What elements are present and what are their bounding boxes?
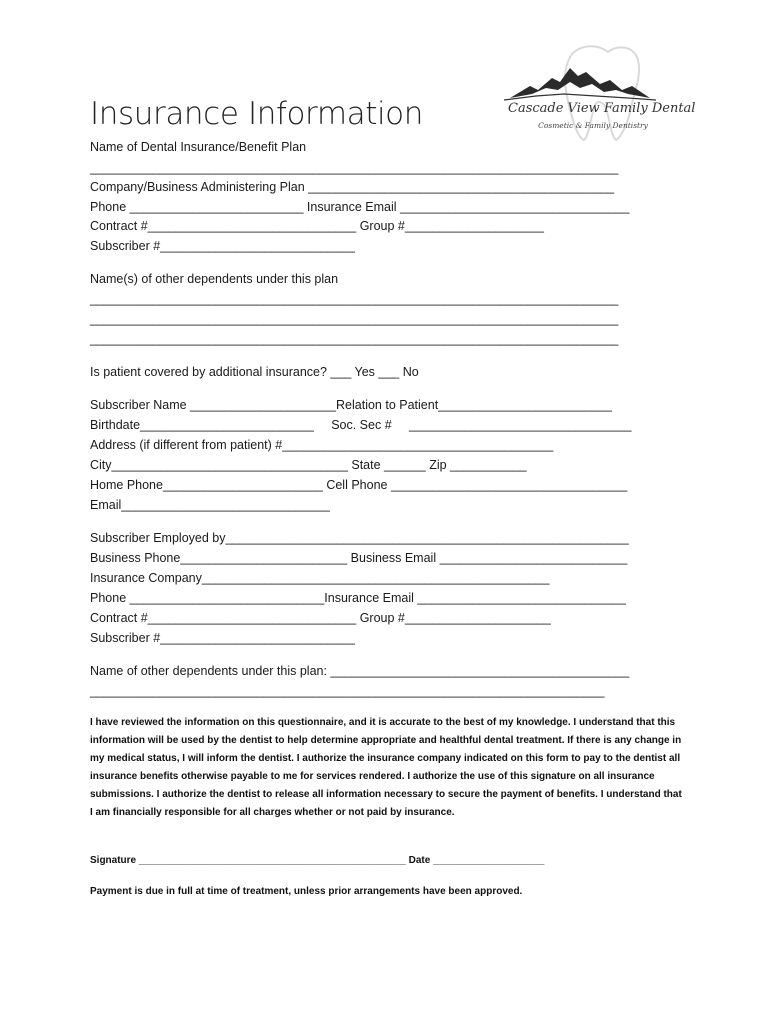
subscriber-relation-field[interactable]: Subscriber Name _____________________Relation to Patient_________________________ [90, 398, 612, 412]
dependents-blank[interactable]: ____________________________________________________________________________ [90, 312, 619, 326]
page-title: Insurance Information [90, 96, 423, 132]
birthdate-ssn-field[interactable]: Birthdate_________________________ Soc. Sec # ________________________________ [90, 418, 632, 432]
email-field[interactable]: Email______________________________ [90, 498, 330, 512]
plan-name-blank[interactable]: ____________________________________________________________________________ [90, 161, 619, 175]
contract-group-field[interactable]: Contract #______________________________ Group #_____________________ [90, 611, 551, 625]
subscriber-number-field[interactable]: Subscriber #____________________________ [90, 239, 355, 253]
logo-wordmark: Cascade View Family Dental [508, 101, 696, 116]
attestation-paragraph: I have reviewed the information on this questionnaire, and it is accurate to the best of my knowledge. I understand that this information will be used by the dentist to help determine appropriate and healthful dental treatment. If there is any change in my medical status, I will inform the dentist. I authorize the insurance company indicated on this form to pay to the dentist all insurance benefits otherwise payable to me for services rendered. I authorize the use of this signature on all insurance submissions. I authorize the dentist to release all information necessary to secure the payment of benefits. I understand that I am financially responsible for all charges whether or not paid by insurance. [90, 717, 682, 819]
phone-email-field[interactable]: Phone ____________________________Insurance Email ______________________________ [90, 591, 626, 605]
signature-date-field[interactable]: Signature ________________________________________________ Date ____________________ [90, 855, 545, 866]
dependents-label: Name(s) of other dependents under this plan [90, 272, 339, 286]
payment-note: Payment is due in full at time of treatment, unless prior arrangements have been approved. [90, 886, 523, 897]
logo-tagline: Cosmetic & Family Dentistry [538, 121, 648, 130]
phone-email-field[interactable]: Phone _________________________ Insurance Email _________________________________ [90, 200, 630, 214]
other-dependents-field[interactable]: Name of other dependents under this plan: ___________________________________________ [90, 664, 630, 678]
dependents-blank[interactable]: ____________________________________________________________________________ [90, 292, 619, 306]
administering-company-field[interactable]: Company/Business Administering Plan ____________________________________________ [90, 180, 615, 194]
city-state-zip-field[interactable]: City__________________________________ State ______ Zip ___________ [90, 458, 527, 472]
business-phone-email-field[interactable]: Business Phone________________________ Business Email ___________________________ [90, 551, 628, 565]
address-field[interactable]: Address (if different from patient) #_______________________________________ [90, 438, 554, 452]
home-cell-phone-field[interactable]: Home Phone_______________________ Cell Phone __________________________________ [90, 478, 628, 492]
plan-name-label: Name of Dental Insurance/Benefit Plan [90, 140, 307, 154]
other-dependents-blank[interactable]: __________________________________________________________________________ [90, 684, 605, 698]
additional-insurance-question[interactable]: Is patient covered by additional insurance? ___ Yes ___ No [90, 365, 419, 379]
insurance-company-field[interactable]: Insurance Company__________________________________________________ [90, 571, 550, 585]
contract-group-field[interactable]: Contract #______________________________ Group #____________________ [90, 219, 544, 233]
employer-field[interactable]: Subscriber Employed by__________________________________________________________ [90, 531, 629, 545]
subscriber-number-field[interactable]: Subscriber #____________________________ [90, 631, 355, 645]
dependents-blank[interactable]: ____________________________________________________________________________ [90, 332, 619, 346]
